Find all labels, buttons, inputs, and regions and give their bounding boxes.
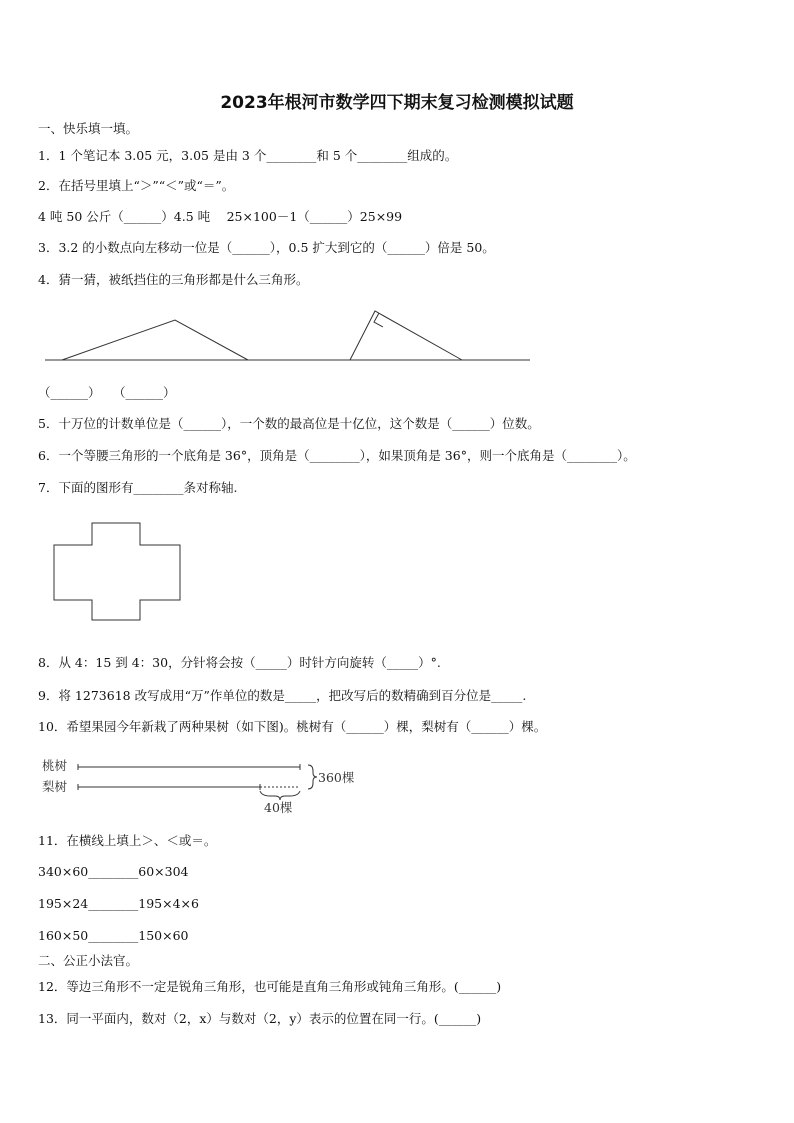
question-2: 2．在括号里填上“＞”“＜”或“＝”。 [38,178,235,193]
question-11-item-1: 340×60________60×304 [38,864,189,879]
question-3: 3．3.2 的小数点向左移动一位是（______），0.5 扩大到它的（______）倍是 50。 [38,240,495,255]
question-10: 10．希望果园今年新栽了两种果树（如下图)。桃树有（______）棵，梨树有（______）棵。 [38,719,547,734]
triangle-right [350,311,462,360]
question-11-item-3: 160×50________150×60 [38,928,189,943]
cross-shape [54,523,180,620]
diff-label: 40棵 [264,800,293,815]
question-4: 4．猜一猜，被纸挡住的三角形都是什么三角形。 [38,272,309,287]
question-11: 11．在横线上填上＞、＜或＝。 [38,833,217,848]
question-12: 12．等边三角形不一定是锐角三角形，也可能是直角三角形或钝角三角形。(______) [38,979,502,994]
question-9: 9．将 1273618 改写成用“万”作单位的数是_____，把改写后的数精确到百分位是_____. [38,688,527,703]
section-heading-1: 一、快乐填一填。 [38,121,139,136]
total-brace [308,765,317,789]
total-label: 360棵 [318,770,355,785]
question-4-answers: （______） （______） [38,385,176,400]
question-11-item-2: 195×24________195×4×6 [38,896,199,911]
question-1: 1．1 个笔记本 3.05 元，3.05 是由 3 个________和 5 个________组成的。 [38,148,458,163]
question-13: 13．同一平面内，数对（2，x）与数对（2，y）表示的位置在同一行。(______) [38,1011,482,1026]
question-8: 8．从 4：15 到 4：30，分针将会按（_____）时针方向旋转（_____）°. [38,655,441,670]
page-title: 2023年根河市数学四下期末复习检测模拟试题 [220,93,574,113]
question-5: 5．十万位的计数单位是（______），一个数的最高位是十亿位，这个数是（______）位数。 [38,416,540,431]
triangle-left [62,320,248,360]
question-6: 6．一个等腰三角形的一个底角是 36°，顶角是（________），如果顶角是 36°，则一个底角是（________）。 [38,448,636,463]
cross-shape-figure [0,515,794,615]
section-heading-2: 二、公正小法官。 [38,953,139,968]
diff-brace [260,791,300,800]
peach-label: 桃树 [42,758,68,773]
pear-label: 梨树 [42,779,68,794]
tree-line-diagram [0,755,794,820]
question-7: 7．下面的图形有________条对称轴. [38,480,238,495]
question-2-items: 4 吨 50 公斤（______）4.5 吨 25×100－1（______）25×99 [38,209,403,224]
triangles-figure [0,300,794,370]
